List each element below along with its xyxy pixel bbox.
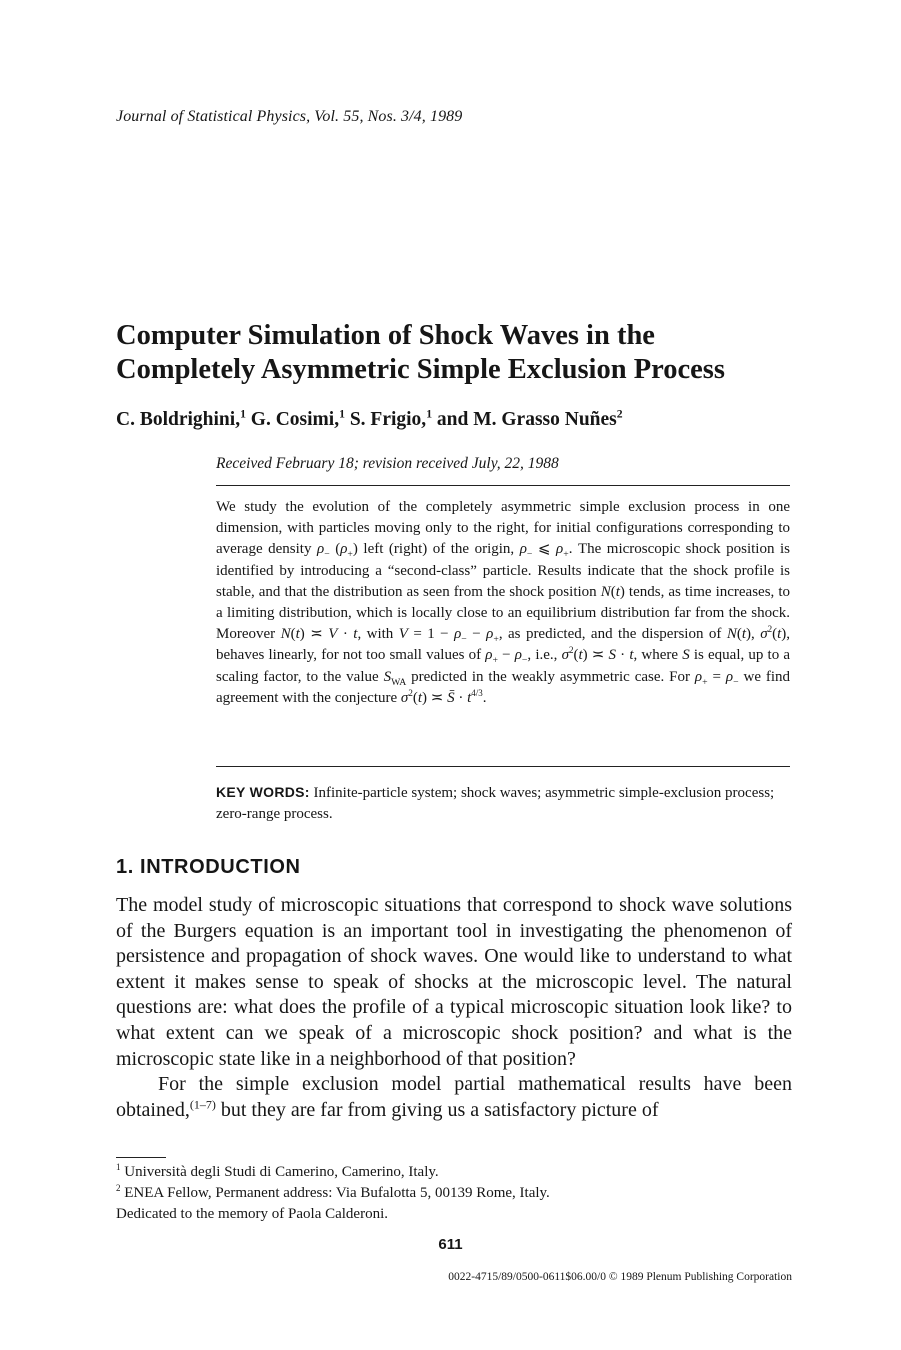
key-words (216, 782, 790, 825)
author-name: G. Cosimi, (250, 409, 340, 430)
author-name: and M. Grasso Nuñes (436, 409, 617, 430)
footnotes (116, 1162, 816, 1225)
footnote: $^1$ Università degli Studi di Camerino, Camerino, Italy. (116, 1162, 439, 1180)
title-line-1: Computer Simulation of Shock Waves in the (116, 320, 655, 351)
author-name: S. Frigio, (349, 409, 427, 430)
title-line-2: Completely Asymmetric Simple Exclusion Process (116, 354, 725, 385)
abstract-top-rule (216, 485, 790, 486)
abstract-bottom-rule (216, 766, 790, 767)
copyright-line: 0022-4715/89/0500-0611$06.00/0 © 1989 Plenum Publishing Corporation (448, 1271, 792, 1283)
affiliation-mark: 1 (339, 407, 345, 421)
footnote: $^2$ ENEA Fellow, Permanent address: Via Bufalotta 5, 00139 Rome, Italy. (116, 1183, 550, 1201)
author-name: C. Boldrighini, (116, 409, 241, 430)
affiliation-mark: 1 (426, 407, 433, 421)
page-number: 611 (438, 1236, 463, 1253)
footnote-rule (116, 1157, 166, 1158)
paragraph: The model study of microscopic situations that correspond to shock wave solutions of the Burgers equation is an important tool in investigating the phenomenon of persistence and propagation of shock waves. One would like to understand to what extent it makes sense to speak of shocks at the microscopic level. The natural questions are: what does the profile of a typical microscopic situation look like? to what extent can we speak of a microscopic shock position? and what is the microscopic state like in a neighborhood of that position? (116, 894, 792, 1070)
affiliation-mark: 1 (240, 407, 246, 421)
author-list (116, 409, 623, 431)
paragraph: For the simple exclusion model partial mathematical results have been obtained,$^{(1-7)}$ but they are far from giving us a satisfactory picture of (116, 1073, 792, 1121)
affiliation-mark: 2 (616, 407, 623, 421)
citation-ref: (1–7) (189, 1097, 216, 1112)
key-words-label: KEY WORDS: (216, 784, 310, 800)
abstract: We study the evolution of the completely asymmetric simple exclusion process in one dimension, with particles moving only to the right, for initial configurations corresponding to average density $\rho_-$ $(\rho_+)$ left (right) of the origin, $\rho_-$ ⩽ $\rho_+$. The microscopic shock position is identified by introducing a “second-class” particle. Results indicate that the shock profile is stable, and that the distribution as seen from the shock position N(t) tends, as time increases, to a limiting distribution, which is locally close to an equilibrium distribution far from the shock. Moreover N(t) ≍ V · t, with $V = 1 - \rho_- - \rho_+$, as predicted, and the dispersion of N(t), $\sigma^2(t)$, behaves linearly, for not too small values of $\rho_+ - \rho_-$, i.e., $\sigma^2(t)$ ≍ S · t, where S is equal, up to a scaling factor, to the value $S_{WA}$ predicted in the weakly asymmetric case. For $\rho_+ = \rho_-$ we find agreement with the conjecture $\sigma^2(t)$ ≍ S̄ · $t^{4/3}$. (216, 499, 791, 706)
section-heading: 1. INTRODUCTION (116, 856, 301, 878)
dedication: Dedicated to the memory of Paola Calderoni. (116, 1206, 388, 1222)
key-words-text: Infinite-particle system; shock waves; asymmetric simple-exclusion process; zero-range process. (216, 785, 775, 822)
journal-citation: Journal of Statistical Physics, Vol. 55, Nos. 3/4, 1989 (116, 108, 463, 125)
received-dates: Received February 18; revision received July, 22, 1988 (216, 455, 559, 472)
introduction-body (116, 893, 792, 1123)
paper-title (116, 319, 816, 387)
